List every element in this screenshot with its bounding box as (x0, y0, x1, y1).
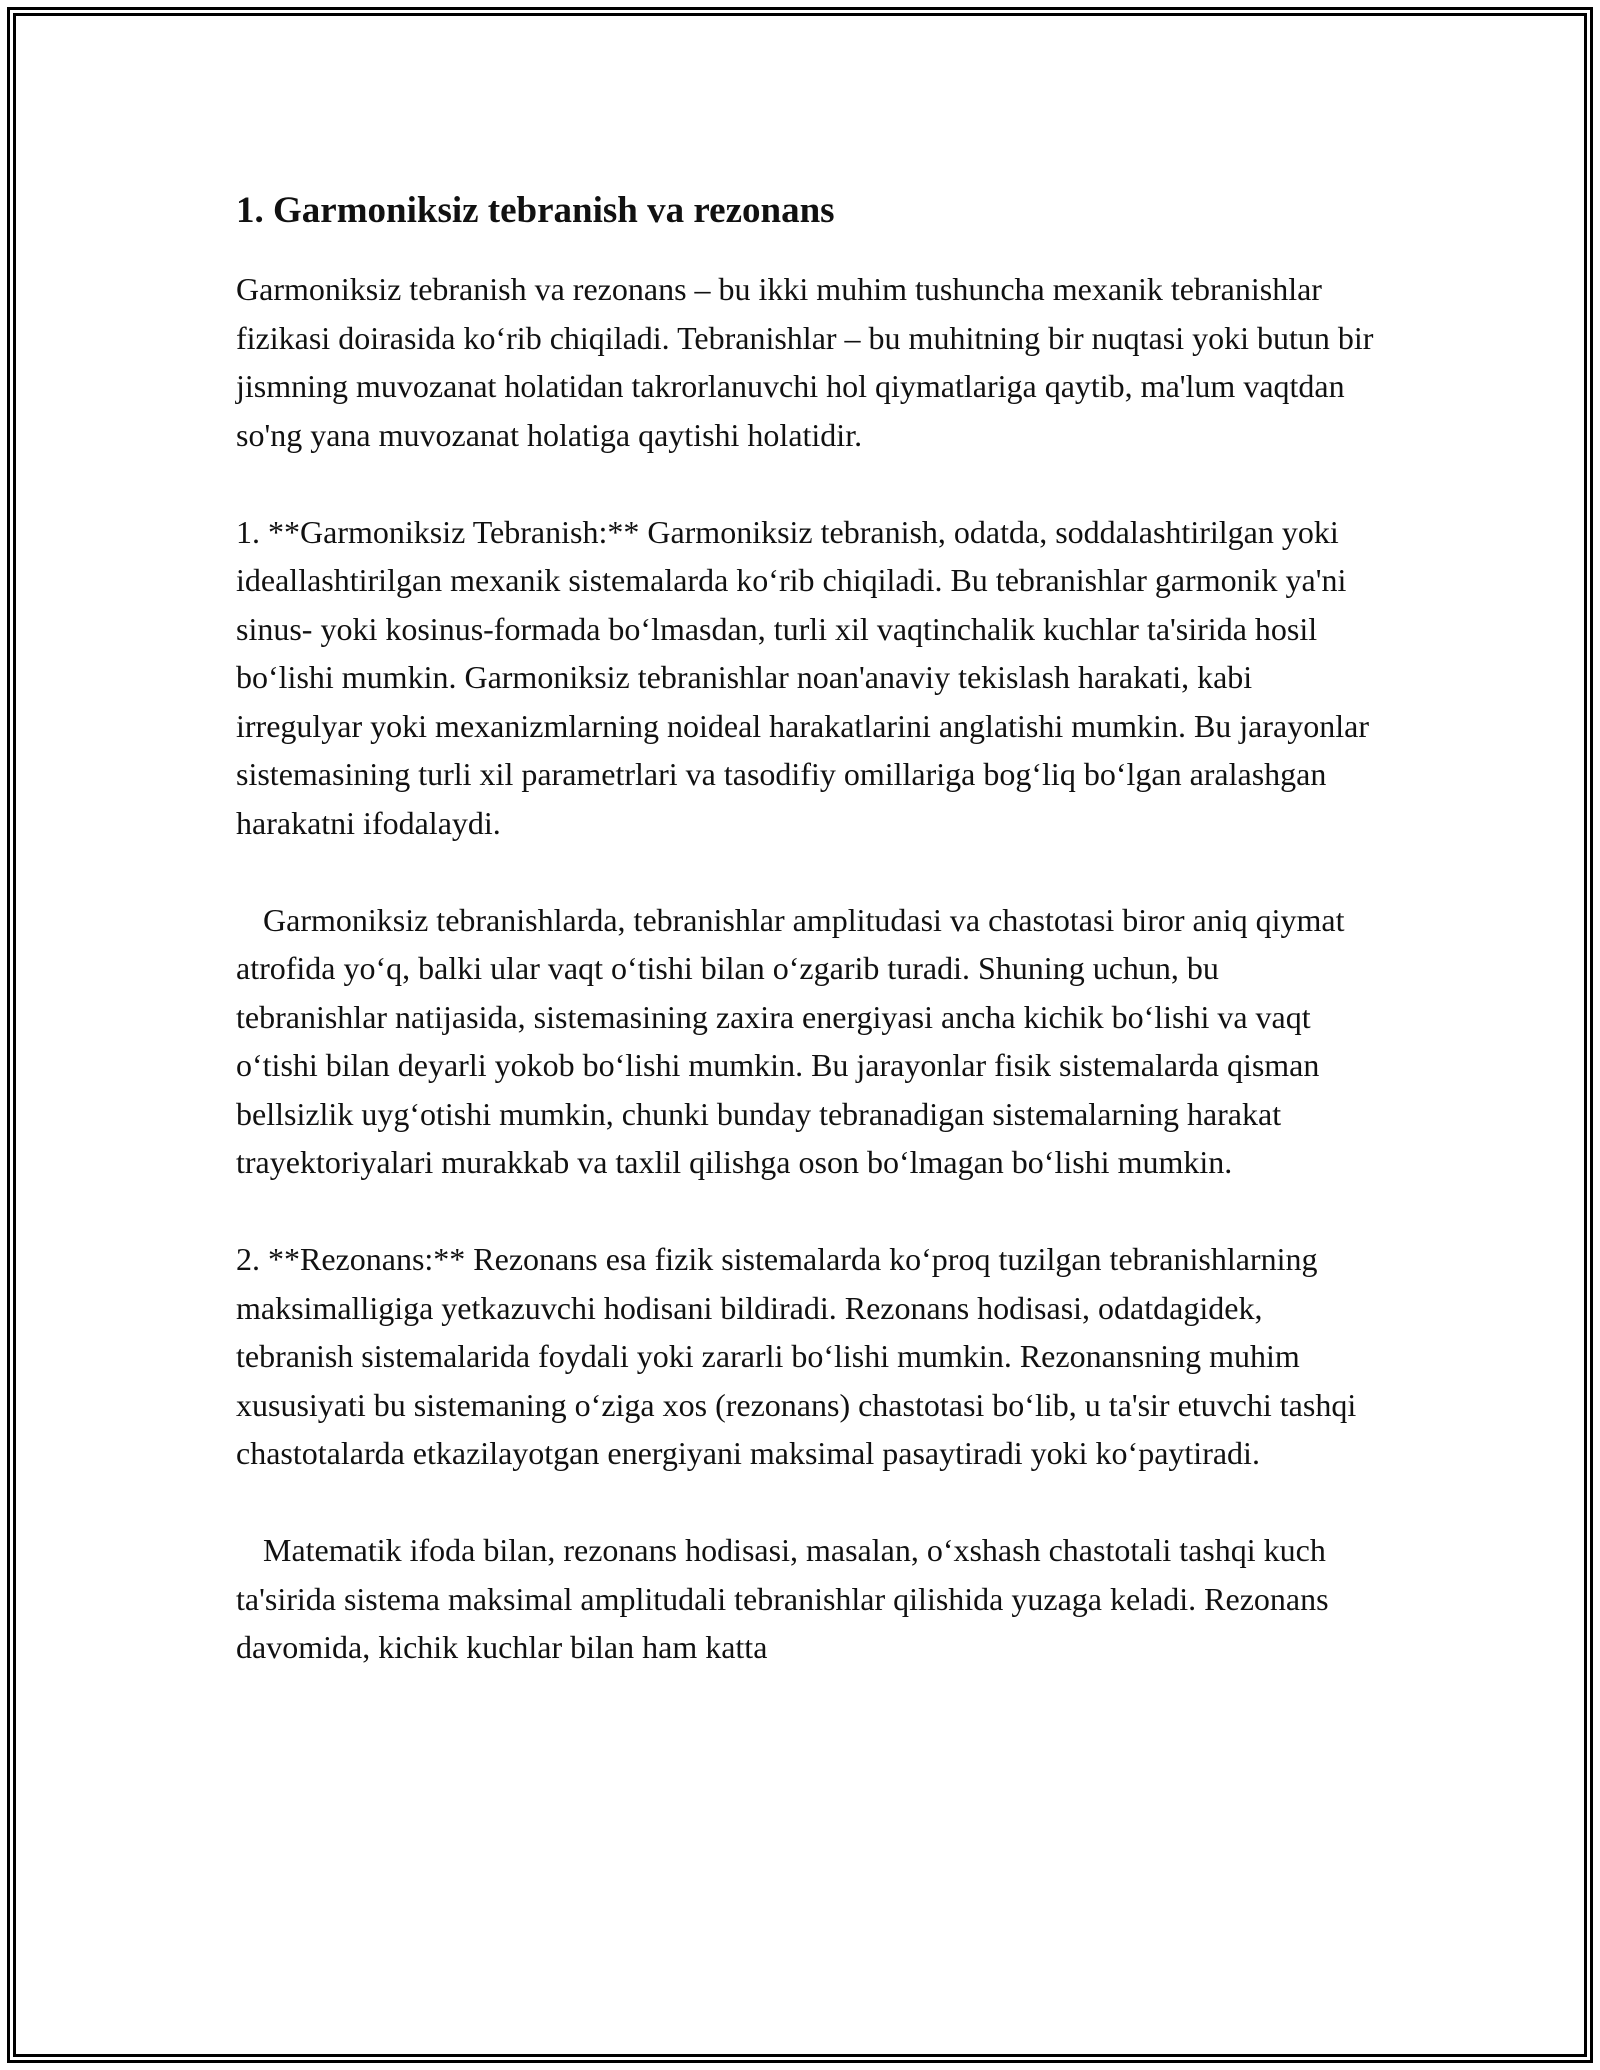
paragraph-rezonans-math-text: Matematik ifoda bilan, rezonans hodisasi, masalan, o‘xshash chastotali tashqi kuch ta'sirida sistema maksimal amplitudali tebranishlar qilishida yuzaga keladi. Rezonans davomida, kichik kuchlar bilan ham katta (236, 1532, 1329, 1665)
paragraph-garmoniksiz-definition: 1. **Garmoniksiz Tebranish:** Garmoniksiz tebranish, odatda, soddalashtirilgan yoki ideallashtirilgan mexanik sistemalarda ko‘rib chiqiladi. Bu tebranishlar garmonik ya'ni sinus- yoki kosinus-formada bo‘lmasdan, turli xil vaqtinchalik kuchlar ta'sirida hosil bo‘lishi mumkin. Garmoniksiz tebranishlar noan'anaviy tekislash harakati, kabi irregulyar yoki mexanizmlarning noideal harakatlarini anglatishi mumkin. Bu jarayonlar sistemasining turli xil parametrlari va tasodifiy omillariga bog‘liq bo‘lgan aralashgan harakatni ifodalaydi. (236, 513, 1369, 841)
paragraph-rezonans-math (236, 1526, 1376, 1672)
paragraph-rezonans-definition: 2. **Rezonans:** Rezonans esa fizik sistemalarda ko‘proq tuzilgan tebranishlarning maksimalligiga yetkazuvchi hodisani bildiradi. Rezonans hodisasi, odatdagidek, tebranish sistemalarida foydali yoki zararli bo‘lishi mumkin. Rezonansning muhim xususiyati bu sistemaning o‘ziga xos (rezonans) chastotasi bo‘lib, u ta'sir etuvchi tashqi chastotalarda etkazilayotgan energiyani maksimal pasaytiradi yoki ko‘paytiradi. (236, 1241, 1357, 1471)
paragraph-intro: Garmoniksiz tebranish va rezonans – bu ikki muhim tushuncha mexanik tebranishlar fizikasi doirasida ko‘rib chiqiladi. Tebranishlar – bu muhitning bir nuqtasi yoki butun bir jismning muvozanat holatidan takrorlanuvchi hol qiymatlariga qaytib, ma'lum vaqtdan so'ng yana muvozanat holatiga qaytishi holatidir. (236, 271, 1374, 453)
paragraph-garmoniksiz-details (236, 896, 1376, 1187)
document-body (236, 186, 1376, 1672)
paragraph-garmoniksiz-details-text: Garmoniksiz tebranishlarda, tebranishlar amplitudasi va chastotasi biror aniq qiymat atrofida yo‘q, balki ular vaqt o‘tishi bilan o‘zgarib turadi. Shuning uchun, bu tebranishlar natijasida, sistemasining zaxira energiyasi ancha kichik bo‘lishi va vaqt o‘tishi bilan deyarli yokob bo‘lishi mumkin. Bu jarayonlar fisik sistemalarda qisman bellsizlik uyg‘otishi mumkin, chunki bunday tebranadigan sistemalarning harakat trayektoriyalari murakkab va taxlil qilishga oson bo‘lmagan bo‘lishi mumkin. (236, 901, 1345, 1180)
section-heading: 1. Garmoniksiz tebranish va rezonans (236, 190, 835, 231)
